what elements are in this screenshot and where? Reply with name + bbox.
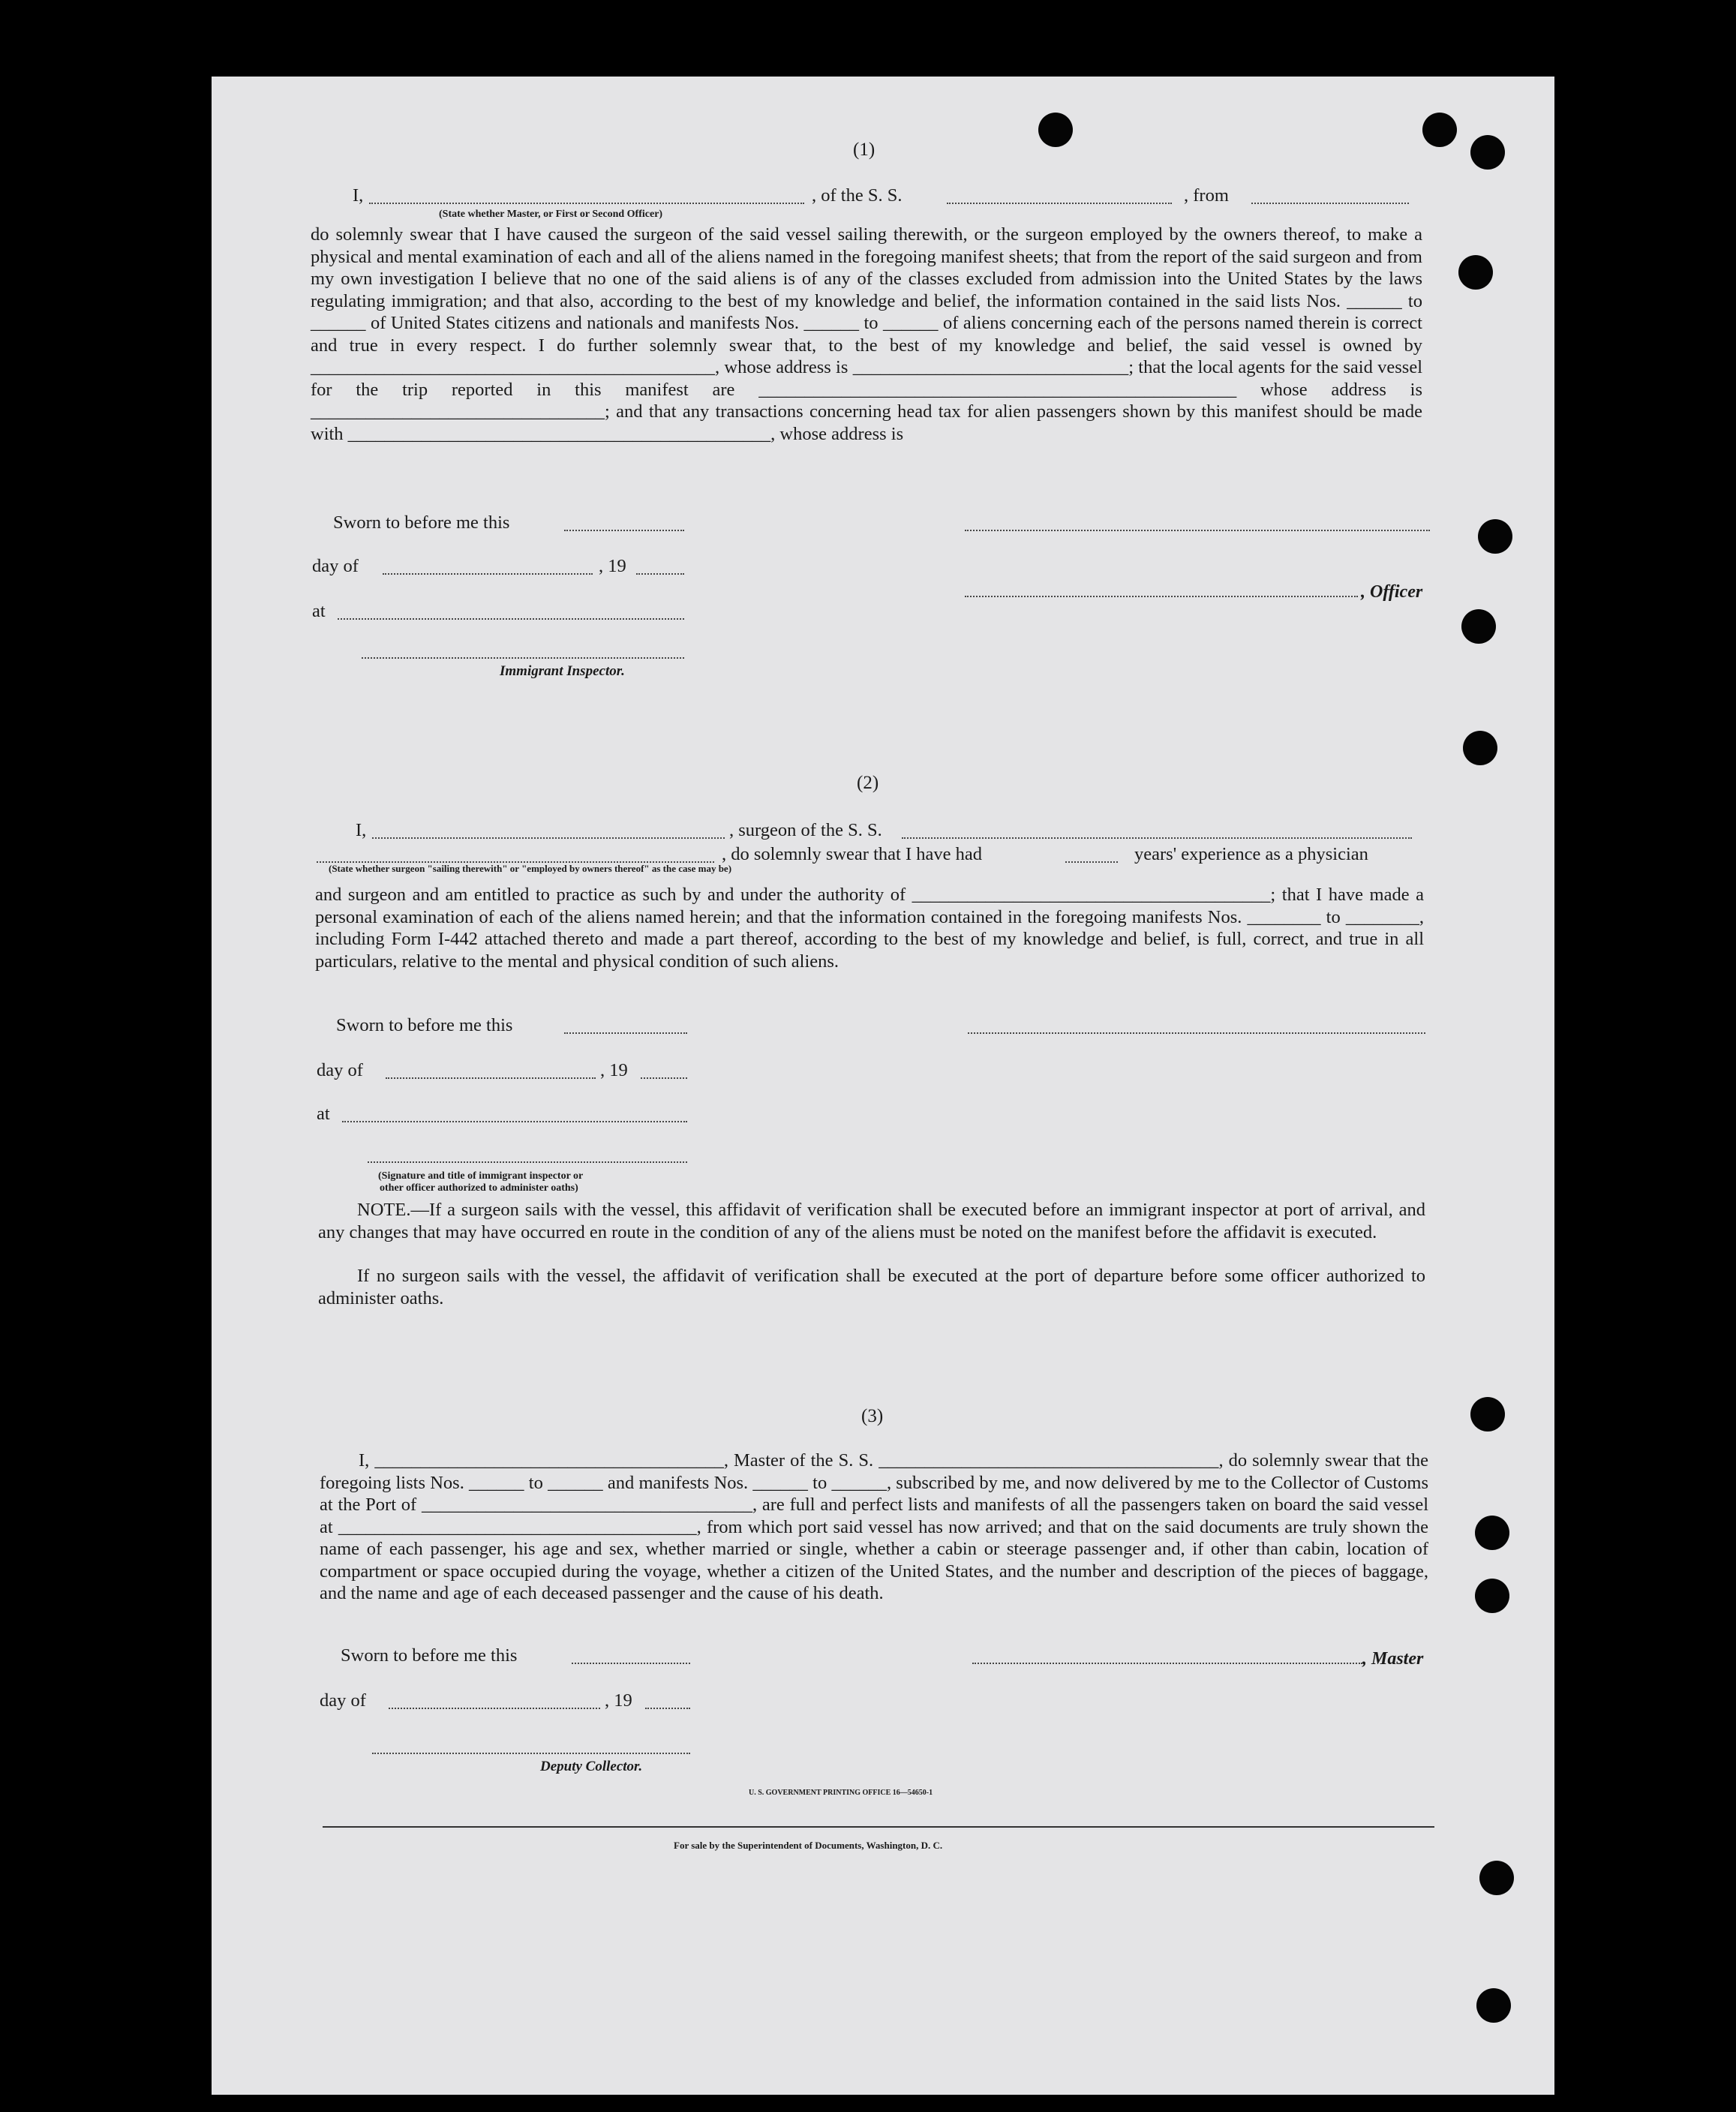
section2-day-of: day of [317, 1060, 363, 1080]
section2-swear: , do solemnly swear that I have had [722, 844, 982, 864]
section2-heading: (2) [857, 773, 879, 793]
footer-rule [323, 1826, 1434, 1828]
section2-years-line[interactable] [1065, 843, 1118, 863]
punch-hole-6 [1461, 609, 1496, 644]
section1-i-label: I, [353, 185, 364, 206]
section3-body: I, ______________________________________, Master of the S. S. _____________________________________, do solemnly swear that the foregoing lists Nos. ______ to ______ and manifests Nos. ______ to ______, subscribed by me, and now delivered by me to the Collector of Customs at the Port of ____________________________________, are full and perfect lists and manifests of all the passengers taken on board the said vessel at _______________________________________, from which port said vessel has now arrived; and that on the said documents are truly shown the name of each passenger, his age and sex, whether married or single, whether a cabin or steerage passenger and, if other than cabin, location of compartment or space occupied during the voyage, whether a citizen of the United States, and the number and description of the pieces of baggage, and the name and age of each deceased passenger and the cause of his death. [320, 1450, 1428, 1603]
section1-from-line[interactable] [1251, 185, 1409, 204]
section1-year: , 19 [599, 556, 626, 576]
sale-notice: For sale by the Superintendent of Documents, Washington, D. C. [674, 1840, 943, 1851]
form-page [212, 77, 1554, 2095]
section2-sworn-line[interactable] [564, 1014, 687, 1034]
section2-note2: If no surgeon sails with the vessel, the affidavit of verification shall be executed at the port of departure before some officer authorized to administer oaths. [318, 1266, 1425, 1308]
section2-at-line[interactable] [342, 1103, 687, 1122]
punch-hole-5 [1478, 519, 1512, 554]
section2-name-line[interactable] [372, 819, 725, 839]
section1-of-ss: , of the S. S. [812, 185, 903, 206]
section3-deputy-label: Deputy Collector. [540, 1759, 643, 1774]
section3-year: , 19 [605, 1690, 632, 1711]
section2-years: years' experience as a physician [1134, 844, 1368, 864]
section2-caption: (State whether surgeon "sailing therewith" or "employed by owners thereof" as the case may be) [329, 863, 732, 874]
section2-day-line[interactable] [386, 1059, 596, 1079]
section1-day-of: day of [312, 556, 359, 576]
section3-day-line[interactable] [389, 1690, 600, 1709]
punch-hole-8 [1470, 1397, 1505, 1432]
section2-surgeon-of-ss: , surgeon of the S. S. [729, 820, 882, 840]
section2-year: , 19 [600, 1060, 628, 1080]
section3-year-line[interactable] [645, 1690, 690, 1709]
section1-heading: (1) [853, 140, 876, 160]
punch-hole-1 [1038, 113, 1073, 147]
section1-officer-sign-line[interactable] [965, 578, 1358, 597]
section2-body: and surgeon and am entitled to practice as such by and under the authority of _______________________________________; that I have made a personal examination of each of the aliens named herein; and that the information contained in the foregoing manifests Nos. ________ to ________, including Form I-442 attached thereto and made a part thereof, according to the best of my knowledge and belief, is full, correct, and true in all particulars, relative to the mental and physical condition of such aliens. [315, 885, 1424, 972]
section3-master-line[interactable] [972, 1645, 1362, 1664]
section2-i-label: I, [356, 820, 367, 840]
section2-capacity-line[interactable] [317, 843, 714, 863]
section3-sworn-line[interactable] [572, 1645, 690, 1664]
printer-imprint: U. S. GOVERNMENT PRINTING OFFICE 16—54650-1 [749, 1789, 933, 1797]
punch-hole-10 [1475, 1579, 1509, 1613]
section2-at: at [317, 1104, 330, 1124]
section1-sworn: Sworn to before me this [333, 512, 510, 533]
section1-officer-label: , Officer [1361, 582, 1423, 602]
section1-officer-name-line[interactable] [965, 512, 1430, 531]
punch-hole-7 [1463, 731, 1497, 765]
section2-note: NOTE.—If a surgeon sails with the vessel, this affidavit of verification shall be executed before an immigrant inspector at port of arrival, and any changes that may have occurred en route in the condition of any of the aliens must be noted on the manifest before the affidavit is executed. [318, 1200, 1425, 1242]
section1-inspector-line[interactable] [362, 641, 684, 659]
punch-hole-12 [1476, 1988, 1511, 2023]
section3-master-label: , Master [1362, 1649, 1424, 1669]
section2-signature-line[interactable] [968, 1014, 1425, 1034]
section2-ship-line[interactable] [902, 819, 1412, 839]
section2-sworn: Sworn to before me this [336, 1015, 513, 1035]
section1-name-line[interactable] [369, 185, 804, 204]
punch-hole-4 [1458, 255, 1493, 290]
punch-hole-11 [1479, 1861, 1514, 1895]
section1-year-line[interactable] [636, 555, 684, 575]
section2-sig-caption-1: (Signature and title of immigrant inspector or [378, 1170, 584, 1182]
section2-inspector-line[interactable] [368, 1145, 687, 1163]
punch-hole-3 [1470, 135, 1505, 170]
section1-at-line[interactable] [338, 600, 684, 620]
section1-body: do solemnly swear that I have caused the surgeon of the said vessel sailing therewith, or the surgeon employed by the owners thereof, to make a physical and mental examination of each and all of the aliens named in the foregoing manifest sheets; that from the report of the said surgeon and from my own investigation I believe that no one of the said aliens is of any of the classes excluded from admission into the United States by the laws regulating immigration; and that also, according to the best of my knowledge and belief, the information contained in the said lists Nos. ______ to ______ of United States citizens and nationals and manifests Nos. ______ to ______ of aliens concerning each of the persons named therein is correct and true in every respect. I do further solemnly swear that, to the best of my knowledge and belief, the said vessel is owned by ____________________________________________, whose address is ______________________________; that the local agents for the said vessel for the trip reported in this manifest are ____________________________________________________ whose address is ________________________________; and that any transactions concerning head tax for alien passengers shown by this manifest should be made with ______________________________________________, whose address is [311, 224, 1422, 444]
section1-at: at [312, 601, 326, 621]
section3-sworn: Sworn to before me this [341, 1645, 518, 1666]
section2-sig-caption-2: other officer authorized to administer oaths) [380, 1182, 578, 1194]
section2-year-line[interactable] [641, 1059, 687, 1079]
punch-hole-9 [1475, 1516, 1509, 1550]
section1-master-caption: (State whether Master, or First or Second Officer) [439, 209, 663, 220]
section1-inspector-label: Immigrant Inspector. [500, 663, 625, 679]
section3-heading: (3) [861, 1406, 884, 1426]
section3-deputy-line[interactable] [372, 1736, 690, 1754]
punch-hole-2 [1422, 113, 1457, 147]
section1-day-line[interactable] [383, 555, 593, 575]
section1-from: , from [1184, 185, 1229, 206]
section3-day-of: day of [320, 1690, 366, 1711]
section1-ship-line[interactable] [947, 185, 1172, 204]
section1-sworn-line[interactable] [564, 512, 684, 531]
